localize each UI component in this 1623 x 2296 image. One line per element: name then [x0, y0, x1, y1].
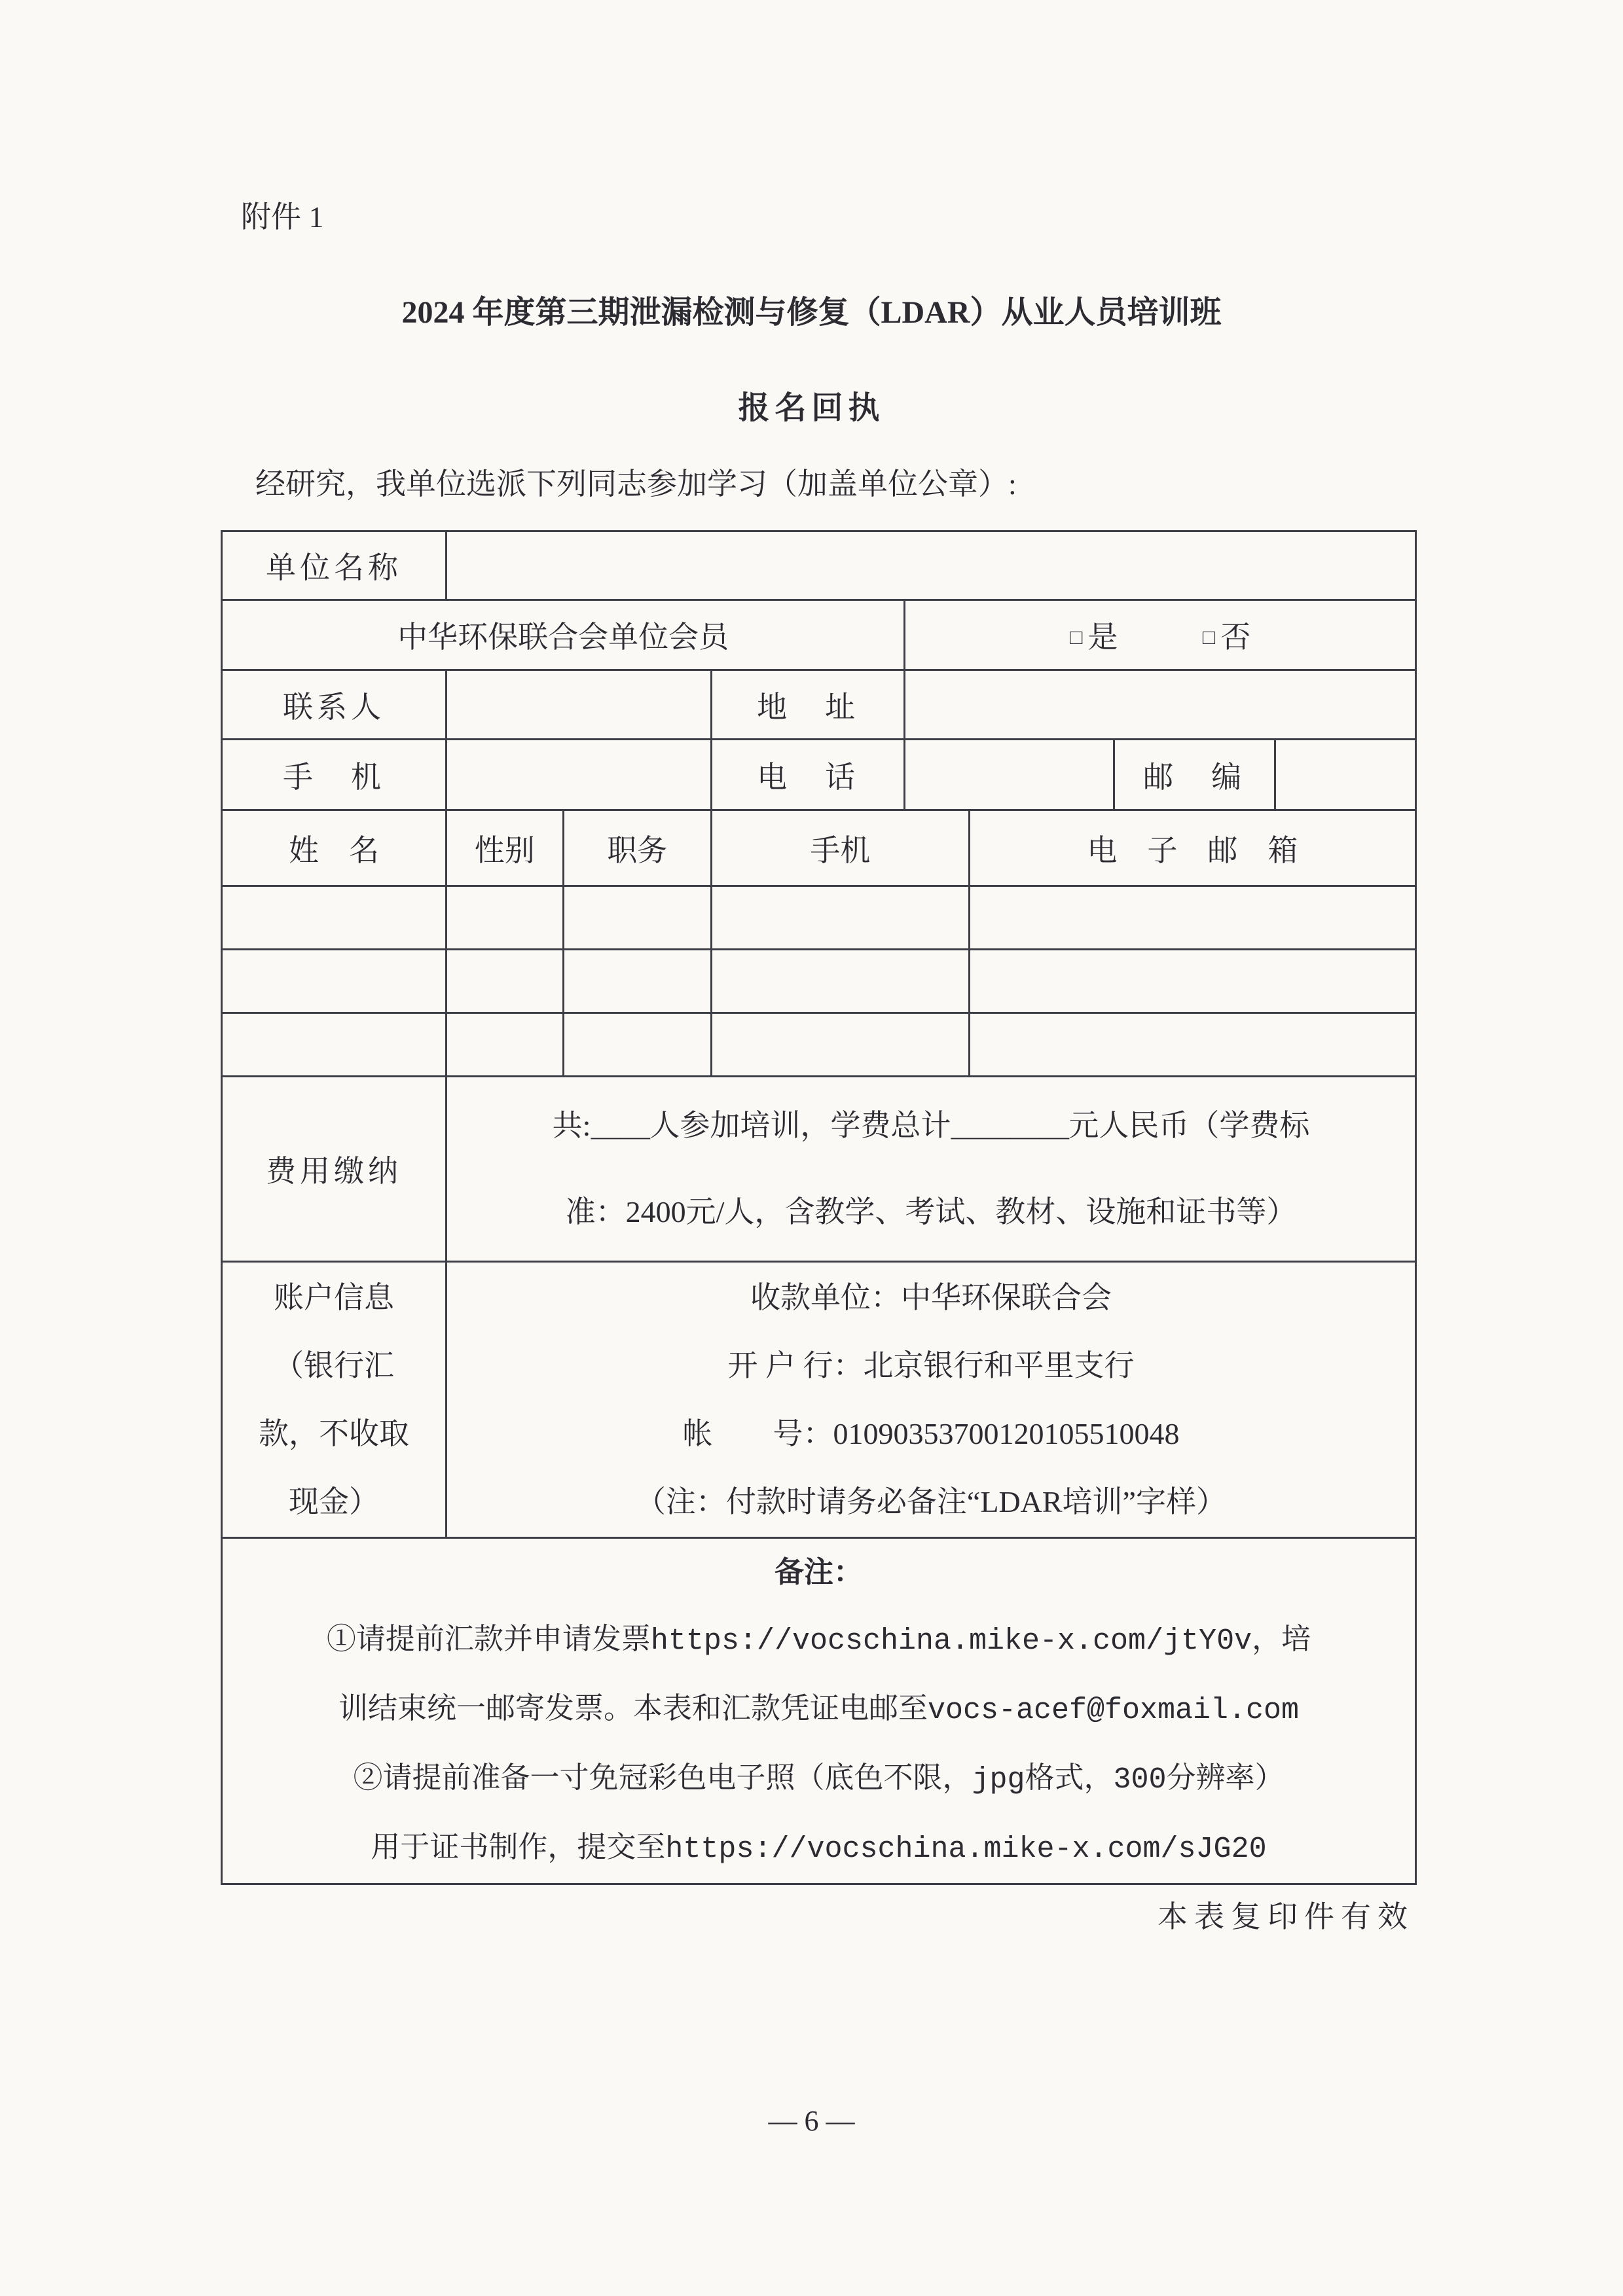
fee-line1-prefix: 共:: [552, 1109, 591, 1142]
fee-line1-suffix: 元人民币（学费标: [1068, 1109, 1310, 1142]
roster-header-name: 姓 名: [222, 810, 447, 886]
attachment-label: 附件 1: [241, 200, 324, 234]
account-number-value: 01090353700120105510048: [833, 1416, 1180, 1450]
roster-header-email: 电 子 邮 箱: [969, 810, 1415, 886]
account-content-cell: [446, 1262, 1415, 1538]
remark-note-4: [223, 1814, 1415, 1883]
remark-note4-text: 用于证书制作，提交至: [371, 1831, 666, 1863]
contact-value-cell: [446, 670, 711, 740]
roster-cell-email: [969, 886, 1415, 950]
remark-invoice-url: https://vocschina.mike-x.com/jtY0v: [650, 1624, 1252, 1658]
account-note-line: （注：付款时请务必备注“LDAR培训”字样）: [635, 1484, 1226, 1518]
row-unit-name: [222, 531, 1416, 600]
roster-cell-email: [969, 1013, 1415, 1077]
account-bank-line: 开 户 行：北京银行和平里支行: [727, 1348, 1135, 1382]
membership-choice-cell: [905, 600, 1416, 670]
account-label-cell: [222, 1262, 447, 1538]
roster-cell-name: [222, 886, 447, 950]
unit-name-label: 单位名称: [222, 531, 447, 600]
account-label-line: （银行汇: [273, 1348, 394, 1382]
remark-note-1: [223, 1605, 1415, 1675]
roster-header-mobile: 手机: [711, 810, 969, 886]
roster-empty-row: [222, 950, 1416, 1013]
remark-email-address: vocs-acef@foxmail.com: [927, 1694, 1300, 1727]
remark-resolution: 300: [1113, 1763, 1167, 1797]
remark-note3-mid: 格式，: [1025, 1761, 1114, 1794]
phone-value-cell: [905, 740, 1114, 810]
phone-label: 电 话: [711, 740, 904, 810]
intro-text: 经研究，我单位选派下列同志参加学习（加盖单位公章）:: [255, 467, 1017, 501]
remark-jpg-format: jpg: [972, 1763, 1025, 1797]
remark-cell: [222, 1538, 1416, 1884]
roster-empty-row: [222, 1013, 1416, 1077]
unit-name-value-cell: [446, 531, 1415, 600]
doc-title: 2024 年度第三期泄漏检测与修复（LDAR）从业人员培训班: [401, 295, 1222, 330]
copy-valid-note: 本表复印件有效: [1158, 1900, 1414, 1933]
remark-title: 备注：: [774, 1556, 863, 1588]
remark-note1-text: ①请提前汇款并申请发票: [326, 1623, 651, 1655]
roster-header-row: [222, 810, 1416, 886]
remark-note3-tail: 分辨率）: [1166, 1761, 1285, 1794]
roster-cell-duty: [563, 1013, 711, 1077]
row-contact: [222, 670, 1416, 740]
account-label-line: 现金）: [288, 1484, 379, 1518]
remark-note-2: [223, 1675, 1415, 1744]
remark-note2-text: 训结束统一邮寄发票。本表和汇款凭证电邮至: [338, 1692, 928, 1725]
address-value-cell: [905, 670, 1416, 740]
roster-cell-mobile: [711, 950, 969, 1013]
contact-label: 联系人: [222, 670, 447, 740]
roster-cell-name: [222, 950, 447, 1013]
row-account: [222, 1262, 1416, 1538]
page-number: — 6 —: [768, 2105, 855, 2137]
mobile-label: 手 机: [222, 740, 447, 810]
roster-empty-row: [222, 886, 1416, 950]
mobile-value-cell: [446, 740, 711, 810]
roster-header-gender: 性别: [446, 810, 563, 886]
postcode-value-cell: [1275, 740, 1415, 810]
roster-cell-duty: [563, 950, 711, 1013]
roster-cell-mobile: [711, 1013, 969, 1077]
account-number-line: [447, 1400, 1415, 1468]
checkbox-yes-icon: □: [1070, 625, 1083, 649]
roster-cell-gender: [446, 1013, 563, 1077]
postcode-label: 邮 编: [1114, 740, 1275, 810]
roster-cell-name: [222, 1013, 447, 1077]
fee-label: 费用缴纳: [222, 1077, 447, 1262]
roster-cell-duty: [563, 886, 711, 950]
account-payee-line: 收款单位：中华环保联合会: [750, 1280, 1112, 1314]
account-label-line: 款，不收取: [258, 1416, 409, 1450]
checkbox-no-label: 否: [1220, 620, 1251, 654]
roster-header-duty: 职务: [563, 810, 711, 886]
account-number-label: 帐 号：: [682, 1416, 833, 1450]
checkbox-yes-label: 是: [1087, 620, 1118, 654]
fee-blank-total: ＿＿＿＿: [951, 1109, 1069, 1142]
remark-note1-tail: ，培: [1252, 1623, 1311, 1655]
checkbox-yes: [1070, 620, 1118, 654]
roster-cell-mobile: [711, 886, 969, 950]
fee-line-1: [447, 1083, 1415, 1169]
account-label-line: 账户信息: [273, 1280, 394, 1314]
fee-line-2: 准：2400元/人，含教学、考试、教材、设施和证书等）: [565, 1195, 1297, 1229]
row-remark: [222, 1538, 1416, 1884]
fee-line1-mid: 人参加培训，学费总计: [649, 1109, 951, 1142]
membership-label: 中华环保联合会单位会员: [222, 600, 905, 670]
fee-content-cell: [446, 1077, 1415, 1262]
roster-cell-gender: [446, 886, 563, 950]
remark-photo-url: https://vocschina.mike-x.com/sJG20: [665, 1833, 1267, 1866]
roster-cell-email: [969, 950, 1415, 1013]
row-fee: [222, 1077, 1416, 1262]
registration-table: [221, 530, 1417, 1885]
address-label: 地 址: [711, 670, 904, 740]
checkbox-no-icon: □: [1202, 625, 1216, 649]
row-membership: [222, 600, 1416, 670]
roster-cell-gender: [446, 950, 563, 1013]
checkbox-no: [1203, 620, 1250, 654]
doc-subtitle: 报名回执: [738, 391, 885, 425]
fee-blank-headcount: ＿＿: [591, 1109, 650, 1142]
remark-note3-text: ②请提前准备一寸免冠彩色电子照（底色不限，: [353, 1761, 972, 1794]
remark-note-3: [223, 1744, 1415, 1814]
row-mobile-phone: [222, 740, 1416, 810]
